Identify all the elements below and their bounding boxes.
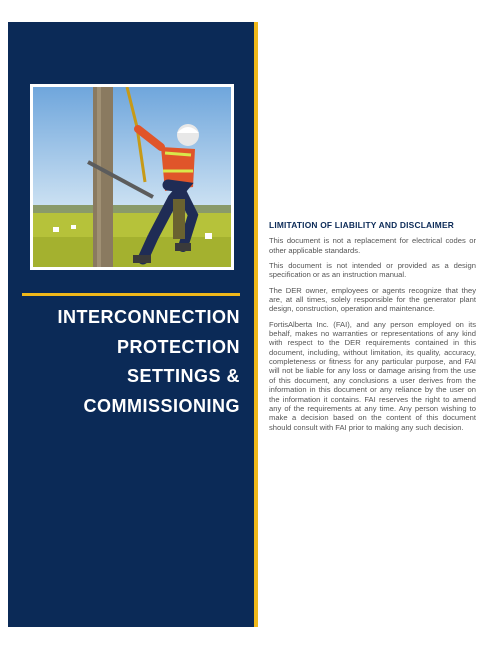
lineworker-photo [33,87,231,267]
disclaimer-paragraph: The DER owner, employees or agents recognize that they are, at all times, solely responsible for the generator plant design, construction, operation and maintenance. [269,285,476,314]
title-line: SETTINGS & [126,366,240,386]
title-line: INTERCONNECTION [57,307,240,327]
disclaimer-paragraph: This document is not intended or provided as a design specification or as an instruction manual. [269,261,476,280]
disclaimer-paragraph: FortisAlberta Inc. (FAI), and any person employed on its behalf, makes no warranties or representations of any kind with respect to the DER requirements contained in this document, including, without limitation, its quality, accuracy, completeness or fitness for any particular purpose, and FAI will not be liable for any loss or damage arising from the use of this document, any conclusions a user derives from the information in this document or any reliance by the user on the information it contains. FAI reserves the right to amend any of the requirements at any time. Any person wishing to make a decision based on the content of this document should consult with FAI prior to making any such decision. [269,319,476,432]
accent-strip [254,22,258,627]
cover-photo-frame [30,84,234,270]
disclaimer-section [269,221,476,438]
title-divider [22,293,240,296]
disclaimer-paragraph: This document is not a replacement for electrical codes or other applicable standards. [269,236,476,255]
document-title [20,303,240,421]
title-line: COMMISSIONING [83,395,240,416]
title-line: PROTECTION [116,336,240,357]
disclaimer-heading: LIMITATION OF LIABILITY AND DISCLAIMER [269,220,455,230]
